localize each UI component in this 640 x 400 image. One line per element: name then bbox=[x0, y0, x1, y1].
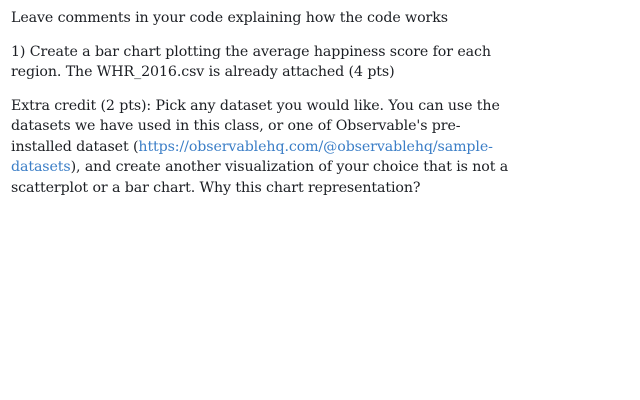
notebook-markdown-cell bbox=[11, 8, 511, 211]
task-1-paragraph: 1) Create a bar chart plotting the average happiness score for each region. The WHR_2016.csv is already attached (4 pts) bbox=[11, 43, 491, 80]
instruction-comments-paragraph: Leave comments in your code explaining how the code works bbox=[11, 10, 448, 26]
extra-credit-text-before-link: Extra credit (2 pts): Pick any dataset you would like. You can use the datasets we have used in this class, or one of Observable's pre-installed dataset ( bbox=[11, 97, 500, 155]
extra-credit-paragraph bbox=[11, 96, 511, 199]
extra-credit-text-after-link: ), and create another visualization of your choice that is not a scatterplot or a bar chart. Why this chart representation? bbox=[11, 159, 509, 196]
sample-datasets-link[interactable]: https://observablehq.com/@observablehq/sample-datasets bbox=[11, 138, 493, 175]
